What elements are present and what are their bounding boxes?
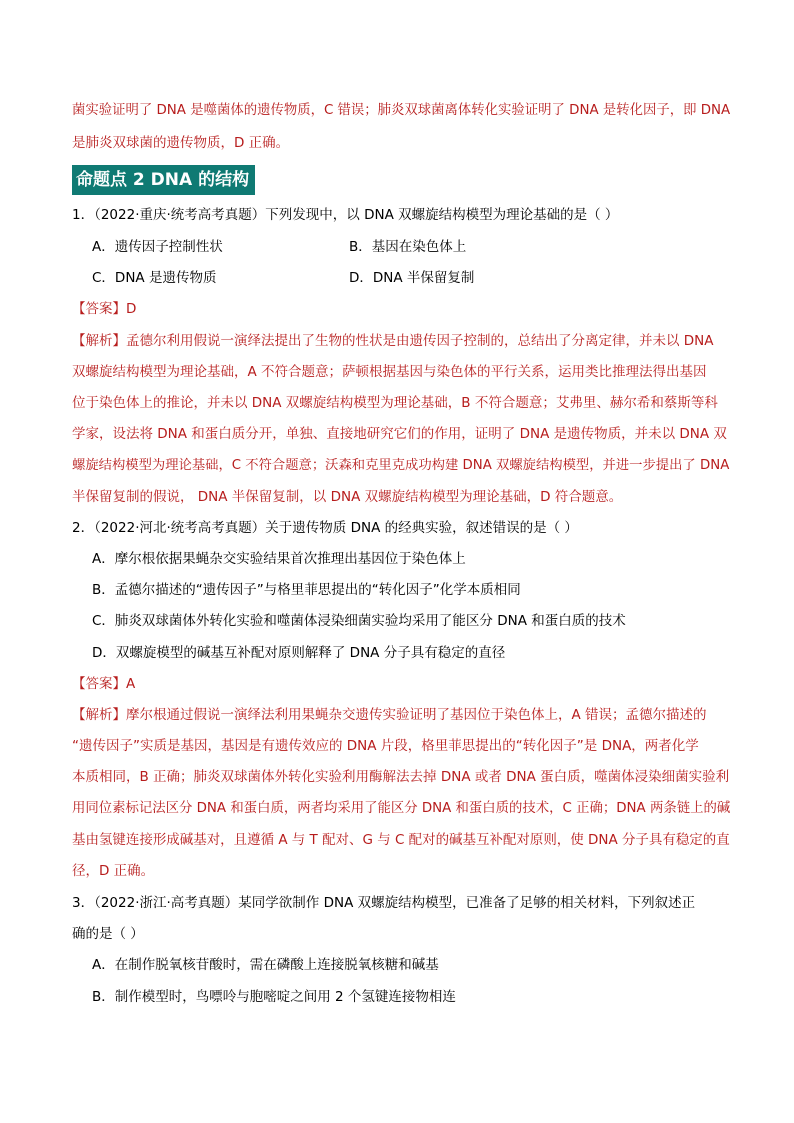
q3-option-b: B．制作模型时，鸟嘌呤与胞嘧啶之间用 2 个氢键连接物相连 (92, 989, 456, 1005)
q3-stem-line-1: 3．（2022·浙江·高考真题）某同学欲制作 DNA 双螺旋结构模型，已准备了足够的相关材料，下列叙述正 (72, 895, 696, 911)
q2-option-b: B．孟德尔描述的“遗传因子”与格里菲思提出的“转化因子”化学本质相同 (92, 582, 521, 598)
q1-answer: 【答案】D (72, 301, 137, 317)
q2-analysis-line: 【解析】摩尔根通过假说一演绎法利用果蝇杂交遗传实验证明了基因位于染色体上，A 错误；孟德尔描述的 (72, 707, 707, 723)
q2-answer: 【答案】A (72, 676, 136, 692)
q2-option-a: A．摩尔根依据果蝇杂交实验结果首次推理出基因位于染色体上 (92, 551, 466, 567)
q1-analysis-line: 位于染色体上的推论，并未以 DNA 双螺旋结构模型为理论基础，B 不符合题意；艾弗里、赫尔希和蔡斯等科 (72, 395, 718, 411)
q1-option-a: A．遗传因子控制性状 (92, 239, 223, 255)
q2-analysis-line: 本质相同，B 正确；肺炎双球菌体外转化实验利用酶解法去掉 DNA 或者 DNA 蛋白质，噬菌体浸染细菌实验利 (72, 769, 730, 785)
q1-option-c: C．DNA 是遗传物质 (92, 270, 217, 286)
q3-stem-line-2: 确的是（ ） (72, 926, 144, 942)
q2-analysis-line: 基由氢键连接形成碱基对，且遵循 A 与 T 配对、G 与 C 配对的碱基互补配对原则，使 DNA 分子具有稳定的直 (72, 832, 730, 848)
q2-stem: 2．（2022·河北·统考高考真题）关于遗传物质 DNA 的经典实验，叙述错误的是（ ） (72, 520, 578, 536)
q1-option-b: B．基因在染色体上 (349, 239, 467, 255)
q1-analysis-line: 学家，设法将 DNA 和蛋白质分开，单独、直接地研究它们的作用，证明了 DNA 是遗传物质，并未以 DNA 双 (72, 426, 727, 442)
q2-analysis-line: 径，D 正确。 (72, 863, 155, 879)
q2-option-d: D．双螺旋模型的碱基互补配对原则解释了 DNA 分子具有稳定的直径 (92, 645, 506, 661)
q1-analysis-line: 双螺旋结构模型为理论基础，A 不符合题意；萨顿根据基因与染色体的平行关系，运用类比推理法得出基因 (72, 364, 707, 380)
q1-analysis-line: 半保留复制的假说， DNA 半保留复制，以 DNA 双螺旋结构模型为理论基础，D 符合题意。 (72, 489, 623, 505)
q2-option-c: C．肺炎双球菌体外转化实验和噬菌体浸染细菌实验均采用了能区分 DNA 和蛋白质的技术 (92, 613, 626, 629)
top-text-line-1: 菌实验证明了 DNA 是噬菌体的遗传物质，C 错误；肺炎双球菌离体转化实验证明了 DNA 是转化因子，即 DNA (72, 103, 731, 118)
q1-option-d: D．DNA 半保留复制 (349, 270, 475, 286)
top-text-line-2: 是肺炎双球菌的遗传物质，D 正确。 (72, 135, 290, 151)
q1-analysis-line: 【解析】孟德尔利用假说一演绎法提出了生物的性状是由遗传因子控制的，总结出了分离定律，并未以 DNA (72, 333, 714, 349)
q2-analysis-line: “遗传因子”实质是基因，基因是有遗传效应的 DNA 片段，格里菲思提出的“转化因子”是 DNA，两者化学 (72, 738, 699, 754)
section-heading: 命题点 2 DNA 的结构 (72, 165, 255, 195)
q3-option-a: A．在制作脱氧核苷酸时，需在磷酸上连接脱氧核糖和碱基 (92, 957, 439, 973)
q1-stem: 1．（2022·重庆·统考高考真题）下列发现中，以 DNA 双螺旋结构模型为理论基础的是（ ） (72, 207, 619, 223)
q1-analysis-line: 螺旋结构模型为理论基础，C 不符合题意；沃森和克里克成功构建 DNA 双螺旋结构模型，并进一步提出了 DNA (72, 458, 730, 473)
q2-analysis-line: 用同位素标记法区分 DNA 和蛋白质，两者均采用了能区分 DNA 和蛋白质的技术，C 正确；DNA 两条链上的碱 (72, 801, 731, 816)
